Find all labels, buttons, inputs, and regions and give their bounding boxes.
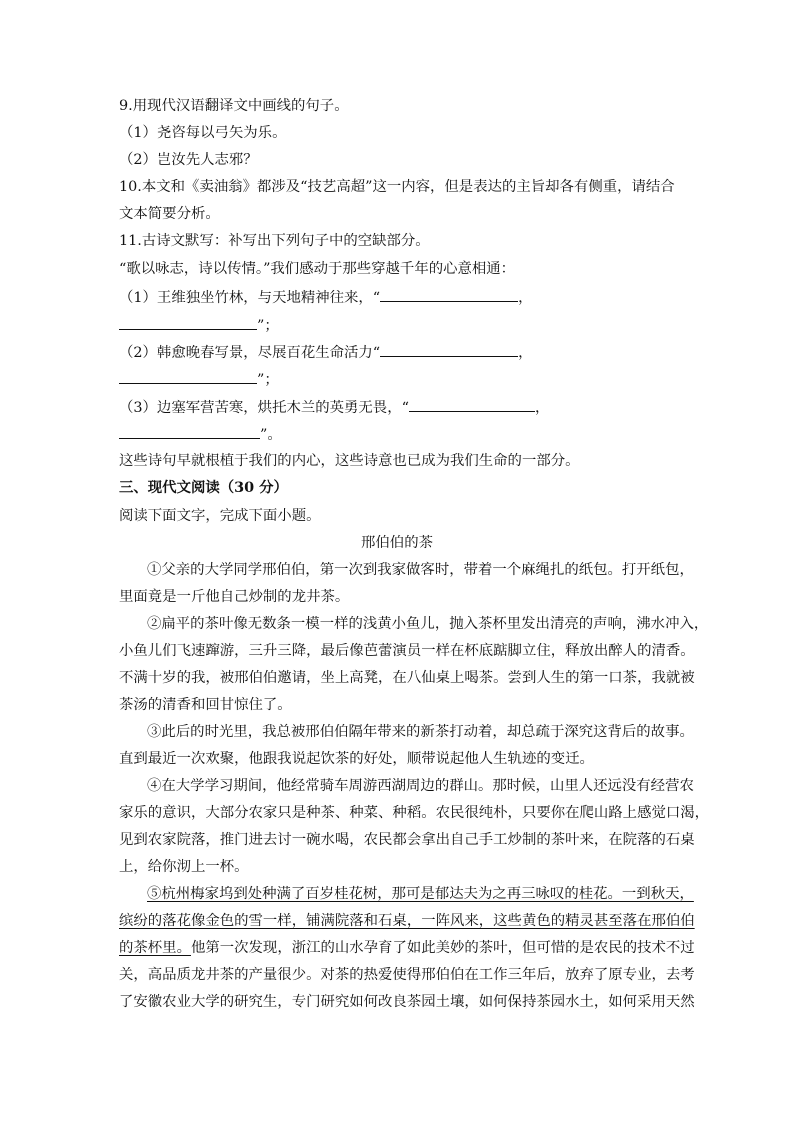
section-instruction: 阅读下面文字，完成下面小题。	[119, 508, 321, 524]
q9-sub2: （2）岂汝先人志邪？	[119, 152, 258, 168]
article-paragraph-5-line: 了安徽农业大学的研究生，专门研究如何改良茶园土壤，如何保持茶园水土，如何采用天然	[119, 994, 695, 1010]
q11-item2-comma: ，	[518, 345, 533, 361]
article-paragraph-2: ②扁平的茶叶像无数条一模一样的浅黄小鱼儿，抛入茶杯里发出清亮的声响，沸水冲入，	[147, 616, 709, 632]
q10-line2: 文本简要分析。	[119, 206, 220, 222]
q11-item2-end: ”；	[257, 372, 279, 388]
article-title: 邢伯伯的茶	[361, 535, 433, 551]
article-paragraph-2-line: 小鱼儿们飞速蹿游，三升三降，最后像芭蕾演员一样在杯底踮脚立住，释放出醉人的清香。	[119, 643, 695, 659]
q11-item3-cont	[119, 424, 282, 445]
answer-blank[interactable]	[119, 424, 260, 439]
q11-item1	[119, 287, 533, 308]
article-paragraph-5-underlined-line: 缤纷的落花像金色的雪一样，铺满院落和石桌，一阵风来，这些黄色的精灵甚至落在邢伯伯	[119, 913, 695, 929]
answer-blank[interactable]	[380, 342, 518, 357]
q11-item1-text: （1）王维独坐竹林，与天地精神往来，“	[119, 290, 381, 306]
article-paragraph-3-line: 直到最近一次欢聚，他跟我说起饮茶的好处，顺带说起他人生轨迹的变迁。	[119, 751, 594, 767]
underlined-sentence-end: 的茶杯里。	[119, 940, 191, 956]
answer-blank[interactable]	[380, 287, 518, 302]
q9-stem: 9.用现代汉语翻译文中画线的句子。	[119, 98, 349, 114]
section-heading: 三、现代文阅读（30 分）	[119, 479, 288, 496]
article-paragraph-4-line: 家乐的意识，大部分农家只是种茶、种菜、种稻。农民很纯朴，只要你在爬山路上感觉口渴，	[119, 805, 710, 821]
article-paragraph-2-line: 不满十岁的我，被邢伯伯邀请，坐上高凳，在八仙桌上喝茶。尝到人生的第一口茶，我就被	[119, 670, 695, 686]
article-paragraph-5-line	[119, 938, 695, 958]
q11-item3	[119, 397, 549, 418]
article-paragraph-4-line: 见到农家院落，推门进去讨一碗水喝，农民都会拿出自己手工炒制的茶叶来，在院落的石桌	[119, 832, 695, 848]
q11-item3-end: ”。	[260, 427, 282, 443]
q11-closing: 这些诗句早就根植于我们的内心，这些诗意也已成为我们生命的一部分。	[119, 453, 580, 469]
article-paragraph-4-line: 上，给你沏上一杯。	[119, 859, 249, 875]
q11-item1-cont	[119, 315, 279, 336]
answer-blank[interactable]	[119, 369, 257, 384]
q11-intro: “歌以咏志，诗以传情。”我们感动于那些穿越千年的心意相通：	[119, 261, 516, 277]
article-paragraph-5-line: 关，高品质龙井茶的产量很少。对茶的热爱使得邢伯伯在工作三年后，放弃了原专业，去考	[119, 967, 695, 983]
article-paragraph-4: ④在大学学习期间，他经常骑车周游西湖周边的群山。那时候，山里人还远没有经营农	[147, 778, 694, 794]
article-paragraph-5-underlined: ⑤杭州梅家坞到处种满了百岁桂花树，那可是郁达夫为之再三咏叹的桂花。一到秋天，	[147, 886, 694, 902]
q11-item1-comma: ，	[518, 290, 533, 306]
answer-blank[interactable]	[119, 315, 257, 330]
article-paragraph-1-line: 里面竟是一斤他自己炒制的龙井茶。	[119, 589, 350, 605]
q11-item2-cont	[119, 369, 279, 390]
article-paragraph-1: ①父亲的大学同学邢伯伯，第一次到我家做客时，带着一个麻绳扎的纸包。打开纸包，	[147, 562, 694, 578]
q10-line1: 10.本文和《卖油翁》都涉及“技艺高超”这一内容，但是表达的主旨却各有侧重，请结合	[119, 179, 675, 195]
q9-sub1: （1）尧咨每以弓矢为乐。	[119, 125, 287, 141]
q11-item1-end: ”；	[257, 318, 279, 334]
q11-item2-text: （2）韩愈晚春写景，尽展百花生命活力“	[119, 345, 381, 361]
article-paragraph-2-line: 茶汤的清香和回甘惊住了。	[119, 697, 292, 713]
article-paragraph-3: ③此后的时光里，我总被邢伯伯隔年带来的新茶打动着，却总疏于深究这背后的故事。	[147, 724, 694, 740]
answer-blank[interactable]	[409, 397, 535, 412]
q11-item2	[119, 342, 533, 363]
q11-stem: 11.古诗文默写：补写出下列句子中的空缺部分。	[119, 233, 430, 249]
q11-item3-comma: ，	[534, 400, 550, 416]
q11-item3-text: （3）边塞军营苦寒，烘托木兰的英勇无畏，“	[119, 400, 409, 416]
paragraph-text: 他第一次发现，浙江的山水孕育了如此美妙的茶叶，但可惜的是农民的技术不过	[190, 940, 695, 956]
